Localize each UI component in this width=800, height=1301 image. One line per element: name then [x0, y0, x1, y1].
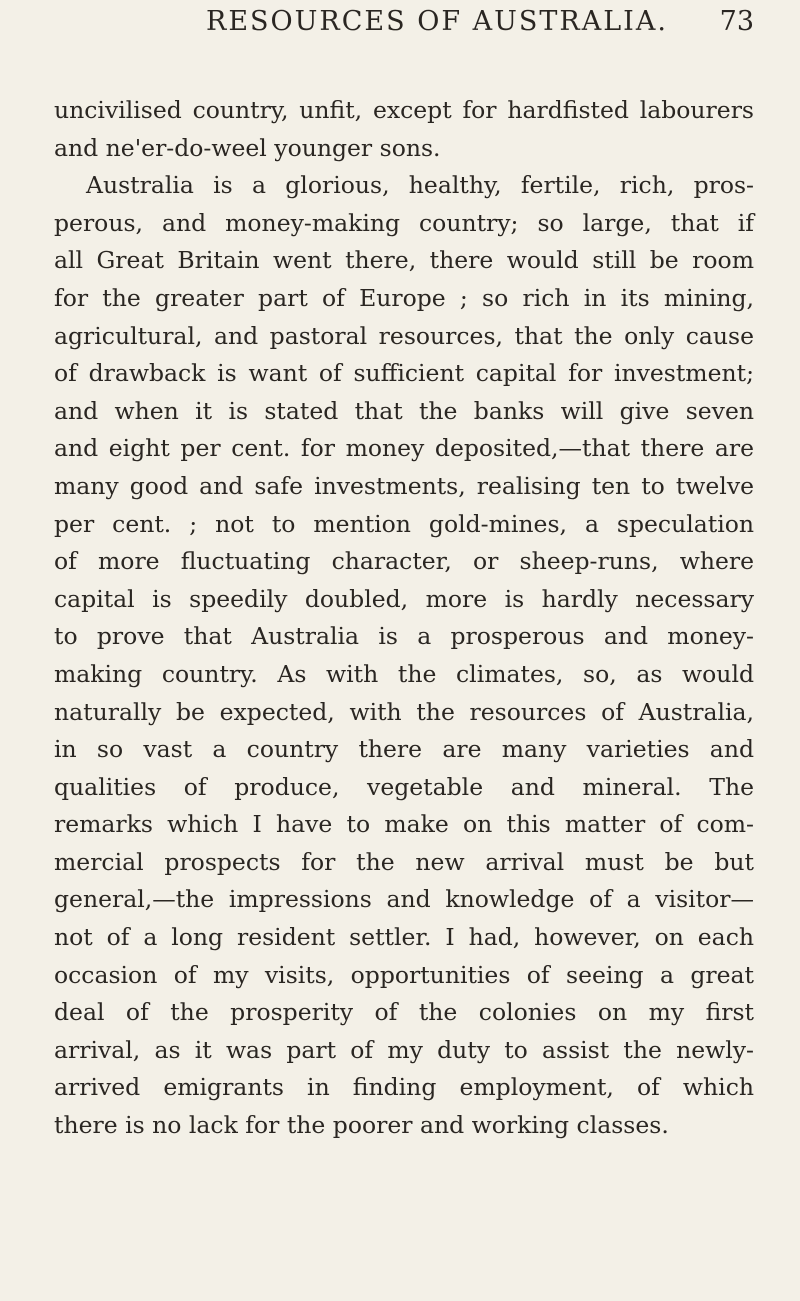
- text-line: arrival, as it was part of my duty to assist the newly-: [54, 1035, 754, 1064]
- text-line: and ne'er-do-weel younger sons.: [54, 133, 441, 162]
- text-line: general,—the impressions and knowledge of a visitor—: [54, 885, 754, 914]
- text-line: agricultural, and pastoral resources, that the only cause: [54, 321, 754, 350]
- text-line: many good and safe investments, realising ten to twelve: [54, 471, 754, 500]
- text-line: Australia is a glorious, healthy, fertile, rich, pros-: [86, 171, 754, 200]
- text-line: not of a long resident settler. I had, however, on each: [54, 923, 754, 952]
- running-head: [54, 6, 754, 46]
- text-line: remarks which I have to make on this matter of com-: [54, 810, 754, 839]
- text-line: to prove that Australia is a prosperous and money-: [54, 622, 754, 651]
- text-line: occasion of my visits, opportunities of seeing a great: [54, 960, 754, 989]
- text-line: of more fluctuating character, or sheep-runs, where: [54, 547, 754, 576]
- text-line: deal of the prosperity of the colonies on my first: [54, 998, 754, 1027]
- text-line: per cent. ; not to mention gold-mines, a speculation: [54, 509, 754, 538]
- text-line: uncivilised country, unfit, except for hardfisted labourers: [54, 96, 754, 124]
- text-line: mercial prospects for the new arrival must be but: [54, 847, 754, 876]
- text-line: capital is speedily doubled, more is hardly necessary: [54, 584, 754, 613]
- text-line: of drawback is want of sufficient capital for investment;: [54, 359, 754, 388]
- text-line: in so vast a country there are many varieties and: [54, 735, 754, 764]
- text-line: there is no lack for the poorer and working classes.: [54, 1111, 669, 1140]
- page-number: 73: [719, 6, 754, 37]
- text-line: making country. As with the climates, so, as would: [54, 659, 754, 688]
- text-line: arrived emigrants in finding employment, of which: [54, 1073, 754, 1102]
- text-line: perous, and money-making country; so large, that if: [54, 208, 754, 237]
- text-line: and when it is stated that the banks will give seven: [54, 396, 754, 425]
- text-line: and eight per cent. for money deposited,—that there are: [54, 434, 754, 463]
- text-line: naturally be expected, with the resources of Australia,: [54, 697, 754, 726]
- text-line: all Great Britain went there, there would still be room: [54, 246, 754, 275]
- body-text: [54, 92, 754, 1145]
- text-line: qualities of produce, vegetable and mineral. The: [54, 772, 754, 801]
- text-line: for the greater part of Europe ; so rich in its mining,: [54, 283, 754, 312]
- running-head-title: RESOURCES OF AUSTRALIA.: [206, 6, 668, 37]
